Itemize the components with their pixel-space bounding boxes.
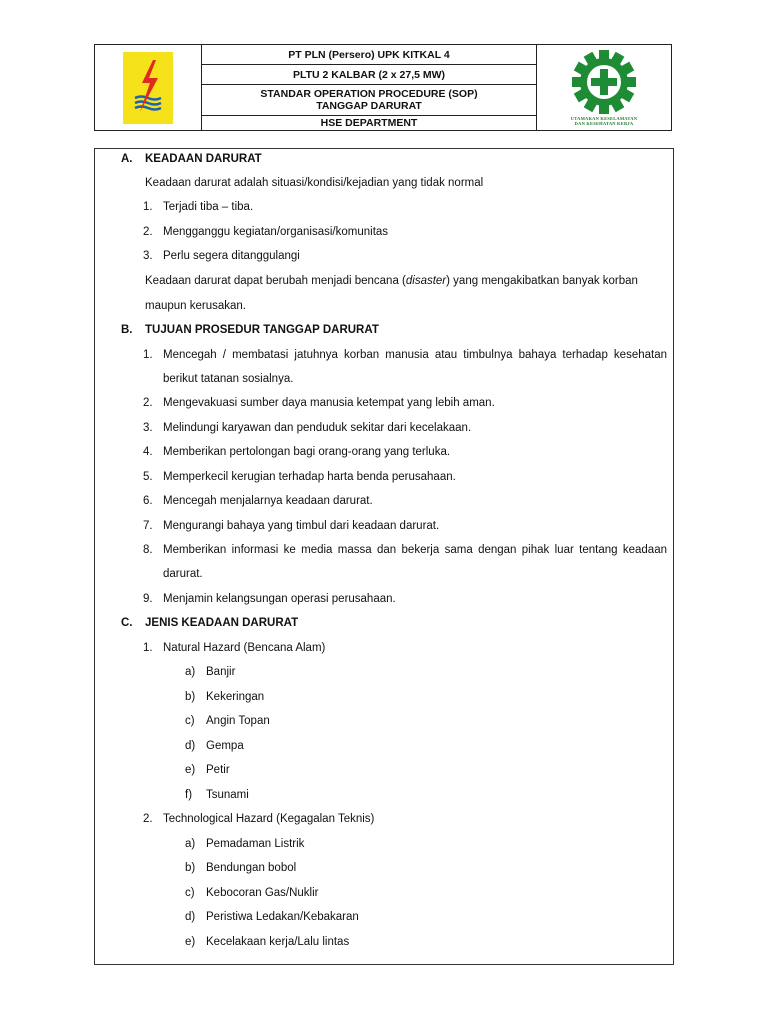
section-label: B. bbox=[121, 324, 133, 336]
list-number: 3. bbox=[143, 250, 153, 262]
list-number: 2. bbox=[143, 226, 153, 238]
sub-list-letter: a) bbox=[185, 838, 196, 850]
section-a-heading bbox=[95, 152, 262, 166]
sub-list-letter: a) bbox=[185, 666, 196, 678]
list-text: Mencegah menjalarnya keadaan darurat. bbox=[163, 495, 373, 507]
sub-list-letter: c) bbox=[185, 887, 195, 899]
sub-list-item bbox=[185, 910, 359, 924]
list-item bbox=[143, 396, 495, 410]
list-item-continuation: darurat. bbox=[163, 568, 203, 580]
section-title: JENIS KEADAAN DARURAT bbox=[145, 617, 299, 629]
list-item bbox=[143, 200, 253, 214]
list-text: Mengurangi bahaya yang timbul dari keadaan darurat. bbox=[163, 520, 440, 532]
list-number: 1. bbox=[143, 349, 153, 361]
section-label: C. bbox=[121, 617, 133, 629]
list-text: Perlu segera ditanggulangi bbox=[163, 250, 300, 262]
sub-list-letter: f) bbox=[185, 789, 193, 801]
sub-list-item bbox=[185, 690, 264, 704]
sub-list-text: Kekeringan bbox=[206, 691, 265, 703]
sub-list-text: Petir bbox=[206, 764, 230, 776]
sub-list-letter: b) bbox=[185, 691, 196, 703]
sub-list-item bbox=[185, 886, 319, 900]
sub-list-letter: e) bbox=[185, 936, 196, 948]
section-b-heading bbox=[95, 323, 379, 337]
sub-list-item bbox=[185, 935, 349, 949]
department-name: HSE DEPARTMENT bbox=[320, 117, 418, 129]
list-item bbox=[143, 543, 667, 557]
k3-caption-line-1: UTAMAKAN KESELAMATAN bbox=[570, 115, 638, 121]
list-number: 4. bbox=[143, 446, 153, 458]
sub-list-text: Kebocoran Gas/Nuklir bbox=[206, 887, 319, 899]
section-a-outro-line-2: maupun kerusakan. bbox=[145, 300, 247, 312]
sub-list-text: Peristiwa Ledakan/Kebakaran bbox=[206, 911, 359, 923]
list-number: 1. bbox=[143, 201, 153, 213]
sub-list-text: Banjir bbox=[206, 666, 236, 678]
list-item-continuation: berikut tatanan sosialnya. bbox=[163, 373, 294, 385]
list-text: Terjadi tiba – tiba. bbox=[163, 201, 254, 213]
list-number: 1. bbox=[143, 642, 153, 654]
list-text: Memperkecil kerugian terhadap harta benda perusahaan. bbox=[163, 471, 456, 483]
doc-type: STANDAR OPERATION PROCEDURE (SOP) bbox=[260, 88, 478, 100]
outro-text: Keadaan darurat dapat berubah menjadi bencana ( bbox=[145, 275, 406, 287]
sub-list-text: Gempa bbox=[206, 740, 244, 752]
list-item bbox=[143, 592, 396, 606]
k3-caption-line-2: DAN KESEHATAN KERJA bbox=[574, 121, 634, 126]
list-text: Natural Hazard (Bencana Alam) bbox=[163, 642, 326, 654]
list-text: Menjamin kelangsungan operasi perusahaan. bbox=[163, 593, 396, 605]
list-number: 7. bbox=[143, 520, 153, 532]
list-number: 3. bbox=[143, 422, 153, 434]
list-number: 9. bbox=[143, 593, 153, 605]
list-item bbox=[143, 445, 450, 459]
sub-list-letter: e) bbox=[185, 764, 196, 776]
pln-logo-icon bbox=[123, 52, 173, 124]
sub-list-text: Kecelakaan kerja/Lalu lintas bbox=[206, 936, 350, 948]
section-title: TUJUAN PROSEDUR TANGGAP DARURAT bbox=[145, 324, 379, 336]
hazard-group-title bbox=[143, 641, 325, 655]
outro-text: ) yang mengakibatkan banyak korban bbox=[446, 275, 638, 287]
list-text: Melindungi karyawan dan penduduk sekitar dari kecelakaan. bbox=[163, 422, 472, 434]
hazard-group-title bbox=[143, 812, 374, 826]
header-title-block bbox=[202, 45, 537, 130]
sub-list-item bbox=[185, 714, 270, 728]
list-text: Mengganggu kegiatan/organisasi/komunitas bbox=[163, 226, 389, 238]
list-number: 5. bbox=[143, 471, 153, 483]
sub-list-text: Angin Topan bbox=[206, 715, 270, 727]
list-item bbox=[143, 494, 373, 508]
section-label: A. bbox=[121, 153, 133, 165]
plant-name: PLTU 2 KALBAR (2 x 27,5 MW) bbox=[202, 65, 536, 85]
list-number: 8. bbox=[143, 544, 153, 556]
document-type-title bbox=[202, 85, 536, 116]
document-body bbox=[94, 148, 674, 965]
sub-list-item bbox=[185, 665, 235, 679]
section-title: KEADAAN DARURAT bbox=[145, 153, 262, 165]
section-c-heading bbox=[95, 616, 298, 630]
document-header bbox=[94, 44, 672, 131]
sub-list-letter: d) bbox=[185, 911, 196, 923]
sub-list-item bbox=[185, 739, 244, 753]
list-text: Mengevakuasi sumber daya manusia ketempat yang lebih aman. bbox=[163, 397, 495, 409]
list-text: Technological Hazard (Kegagalan Teknis) bbox=[163, 813, 375, 825]
sub-list-text: Bendungan bobol bbox=[206, 862, 297, 874]
sub-list-text: Tsunami bbox=[206, 789, 249, 801]
sub-list-item bbox=[185, 763, 230, 777]
list-text: Mencegah / membatasi jatuhnya korban manusia atau timbulnya bahaya terhadap kesehatan bbox=[163, 349, 667, 361]
sub-list-letter: c) bbox=[185, 715, 195, 727]
sub-list-item bbox=[185, 861, 296, 875]
sub-list-item bbox=[185, 788, 249, 802]
outro-emphasis: disaster bbox=[405, 275, 447, 287]
list-text: Memberikan informasi ke media massa dan bekerja sama dengan pihak luar tentang keadaan bbox=[163, 544, 667, 556]
k3-logo-cell bbox=[537, 45, 671, 130]
sub-list-letter: b) bbox=[185, 862, 196, 874]
list-item bbox=[143, 225, 388, 239]
list-number: 6. bbox=[143, 495, 153, 507]
k3-safety-gear-icon bbox=[571, 49, 637, 115]
list-item bbox=[143, 249, 300, 263]
list-item bbox=[143, 519, 439, 533]
sub-list-letter: d) bbox=[185, 740, 196, 752]
list-item bbox=[143, 348, 667, 362]
company-name: PT PLN (Persero) UPK KITKAL 4 bbox=[202, 45, 536, 65]
list-text: Memberikan pertolongan bagi orang-orang yang terluka. bbox=[163, 446, 451, 458]
k3-caption bbox=[571, 116, 637, 127]
list-item bbox=[143, 421, 471, 435]
list-number: 2. bbox=[143, 397, 153, 409]
list-number: 2. bbox=[143, 813, 153, 825]
section-a-outro bbox=[145, 274, 638, 288]
sub-list-text: Pemadaman Listrik bbox=[206, 838, 305, 850]
section-a-intro: Keadaan darurat adalah situasi/kondisi/kejadian yang tidak normal bbox=[145, 177, 484, 189]
sub-list-item bbox=[185, 837, 304, 851]
list-item bbox=[143, 470, 456, 484]
doc-title: TANGGAP DARURAT bbox=[316, 100, 422, 112]
pln-logo-cell bbox=[95, 45, 202, 130]
